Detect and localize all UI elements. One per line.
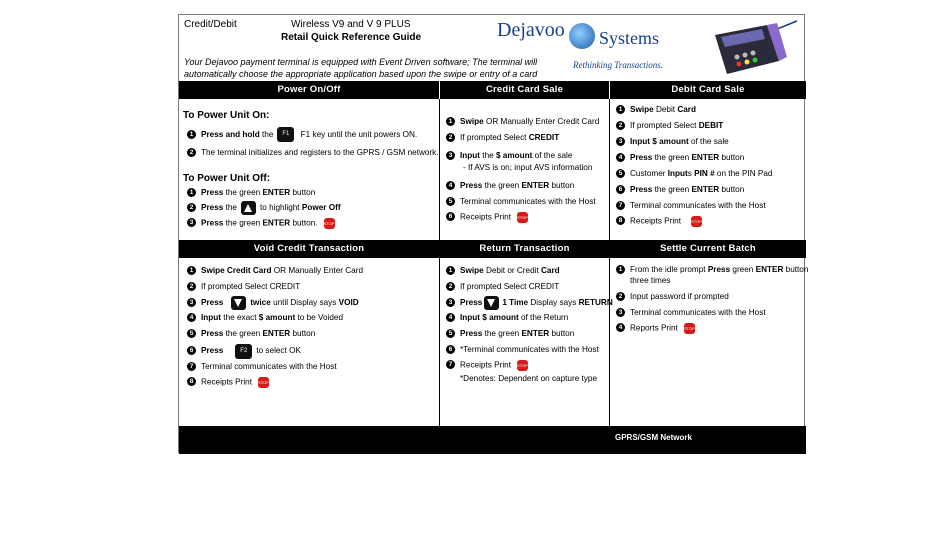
list-item: 2 Input password if prompted: [612, 292, 806, 302]
globe-icon: [569, 23, 595, 49]
list-item: 4 Press the green ENTER button: [442, 181, 608, 191]
debit-section-title: Debit Card Sale: [610, 81, 806, 99]
list-item: 5 Press the green ENTER button: [183, 329, 437, 339]
list-item: 1 Press the green ENTER button: [183, 188, 437, 198]
category-label: Credit/Debit: [184, 19, 237, 30]
list-item: 5 Terminal communicates with the Host: [442, 197, 608, 207]
power-off-heading: To Power Unit Off:: [183, 173, 271, 185]
settle-section-title: Settle Current Batch: [610, 240, 806, 258]
page-title: Retail Quick Reference Guide: [281, 32, 422, 43]
list-item: 3 Press 1 Time Display says RETURN: [442, 296, 608, 310]
list-item: 6 *Terminal communicates with the Host: [442, 345, 608, 355]
list-item: 6 Receipts Print STOP: [442, 212, 608, 223]
list-item: 3 Press twice until Display says VOID: [183, 296, 437, 310]
terminal-device-icon: [707, 21, 799, 76]
list-item: 5 Press the green ENTER button: [442, 329, 608, 339]
list-item: 1 Swipe Credit Card OR Manually Enter Card: [183, 266, 437, 276]
list-item: 1 Swipe Debit Card: [612, 105, 806, 115]
logo-word-dejavoo: Dejavoo: [497, 19, 565, 41]
list-item: 8 Receipts Print STOP: [612, 216, 806, 227]
list-item: 2 If prompted Select DEBIT: [612, 121, 806, 131]
list-item: 3 Terminal communicates with the Host: [612, 308, 806, 318]
f2-key-icon: F2: [235, 344, 252, 359]
stop-icon: STOP: [258, 377, 269, 388]
list-item: 8 Receipts Print STOP: [183, 377, 437, 388]
list-item: 2 Press the to highlight Power Off: [183, 201, 437, 215]
list-item: 3 Input the $ amount of the sale: [442, 151, 608, 161]
list-item-continued: three times: [630, 276, 671, 285]
list-item: 4 Input the exact $ amount to be Voided: [183, 313, 437, 323]
stop-icon: STOP: [684, 323, 695, 334]
list-item: 2 If prompted Select CREDIT: [183, 282, 437, 292]
list-item: 2 If prompted Select CREDIT: [442, 133, 608, 143]
list-item: 1 Press and hold the F1 F1 key until the unit powers ON.: [183, 127, 437, 142]
footer-bar: [179, 426, 806, 454]
return-section: [442, 266, 613, 384]
list-item: 4 Input $ amount of the Return: [442, 313, 608, 323]
void-section-title: Void Credit Transaction: [179, 240, 439, 258]
column-divider: [609, 99, 610, 426]
column-divider: [439, 99, 440, 426]
list-item: 2 The terminal initializes and registers to the GPRS / GSM network.: [183, 148, 437, 158]
list-item: 3 Press the green ENTER button. STOP: [183, 218, 437, 229]
list-item: 1 Swipe OR Manually Enter Credit Card: [442, 117, 608, 127]
stop-icon: STOP: [324, 218, 335, 229]
list-item: 7 Terminal communicates with the Host: [183, 362, 437, 372]
power-on-heading: To Power Unit On:: [183, 110, 270, 121]
tagline: Rethinking Transactions.: [573, 60, 663, 70]
intro-text: Your Dejavoo payment terminal is equipped with Event Driven software; The terminal will automatically choose the appropriate application based upon the swipe or entry of a card: [184, 57, 538, 79]
logo-word-systems: Systems: [599, 28, 660, 48]
list-item: 1 Swipe Debit or Credit Card: [442, 266, 608, 276]
list-item: 2 If prompted Select CREDIT: [442, 282, 608, 292]
settle-section: [612, 265, 809, 334]
down-arrow-key-icon: [484, 296, 499, 310]
stop-icon: STOP: [691, 216, 702, 227]
void-section: [183, 266, 437, 388]
return-section-title: Return Transaction: [440, 240, 609, 258]
credit-section-title: Credit Card Sale: [440, 81, 609, 99]
list-item: 4 Reports Print STOP: [612, 323, 806, 334]
list-item: 6 Press F2 to select OK: [183, 343, 437, 358]
stop-icon: STOP: [517, 212, 528, 223]
header: [179, 15, 806, 81]
list-item: 5 Customer Inputs PIN # on the PIN Pad: [612, 169, 806, 179]
network-label: GPRS/GSM Network: [615, 433, 692, 442]
capture-type-note: *Denotes: Dependent on capture type: [460, 374, 598, 384]
power-section-title: Power On/Off: [179, 81, 439, 99]
quick-reference-sheet: [178, 14, 809, 453]
power-section: [183, 110, 437, 229]
stop-icon: STOP: [517, 360, 528, 371]
list-item: 3 Input $ amount of the sale: [612, 137, 806, 147]
list-item: 1 From the idle prompt Press green ENTER button: [612, 265, 806, 275]
list-item: 6 Press the green ENTER button: [612, 185, 806, 195]
avs-note: - If AVS is on; input AVS information: [463, 163, 593, 172]
model-label: Wireless V9 and V 9 PLUS: [291, 19, 411, 30]
list-item: 4 Press the green ENTER button: [612, 153, 806, 163]
up-arrow-key-icon: [241, 201, 256, 215]
f1-key-icon: F1: [277, 127, 294, 142]
credit-section: [442, 117, 608, 223]
list-item: 7 Terminal communicates with the Host: [612, 201, 806, 211]
list-item: 7 Receipts Print STOP: [442, 360, 608, 371]
down-arrow-key-icon: [231, 296, 246, 310]
debit-section: [612, 105, 806, 227]
